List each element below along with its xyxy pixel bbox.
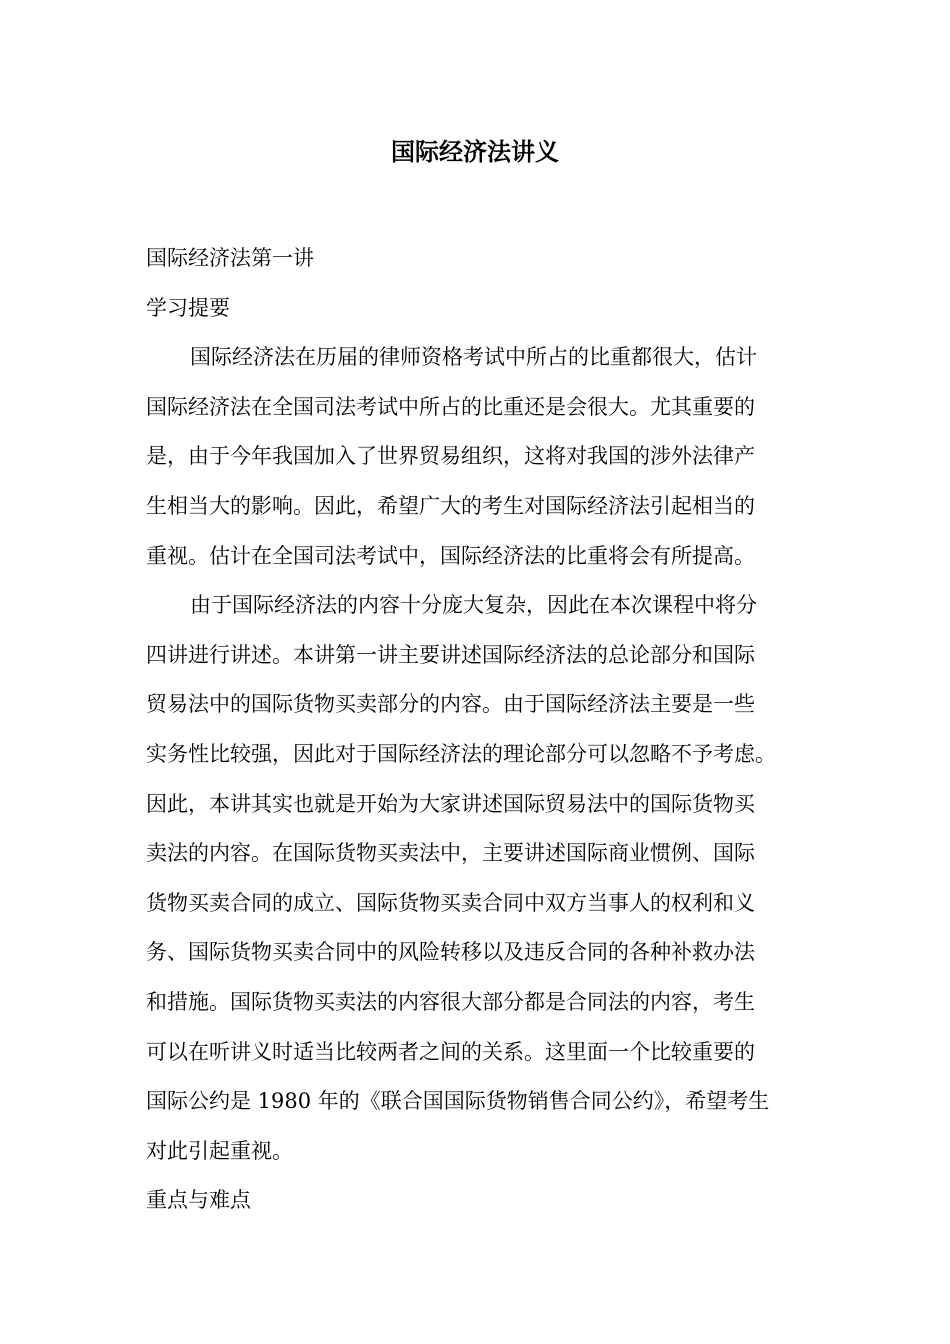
paragraph-line: 实务性比较强，因此对于国际经济法的理论部分可以忽略不予考虑。 bbox=[146, 741, 776, 766]
key-points-heading: 重点与难点 bbox=[146, 1188, 251, 1213]
paragraph-line: 和措施。国际货物买卖法的内容很大部分都是合同法的内容，考生 bbox=[146, 989, 755, 1014]
paragraph-line: 国际经济法在全国司法考试中所占的比重还是会很大。尤其重要的 bbox=[146, 394, 755, 419]
paragraph-line: 卖法的内容。在国际货物买卖法中，主要讲述国际商业惯例、国际 bbox=[146, 841, 755, 866]
paragraph-line: 货物买卖合同的成立、国际货物买卖合同中双方当事人的权利和义 bbox=[146, 890, 755, 915]
paragraph-line: 国际公约是 1980 年的《联合国国际货物销售合同公约》，希望考生 bbox=[146, 1089, 770, 1114]
paragraph-line: 可以在听讲义时适当比较两者之间的关系。这里面一个比较重要的 bbox=[146, 1039, 755, 1064]
paragraph-line: 贸易法中的国际货物买卖部分的内容。由于国际经济法主要是一些 bbox=[146, 692, 755, 717]
document-title: 国际经济法讲义 bbox=[391, 137, 559, 166]
paragraph-line: 是，由于今年我国加入了世界贸易组织，这将对我国的涉外法律产 bbox=[146, 444, 755, 469]
summary-heading: 学习提要 bbox=[146, 295, 230, 320]
paragraph-line: 国际经济法在历届的律师资格考试中所占的比重都很大，估计 bbox=[190, 345, 757, 370]
paragraph-line: 因此，本讲其实也就是开始为大家讲述国际贸易法中的国际货物买 bbox=[146, 791, 755, 816]
paragraph-intro bbox=[146, 333, 826, 581]
paragraph-line: 重视。估计在全国司法考试中，国际经济法的比重将会有所提高。 bbox=[146, 543, 755, 568]
paragraph-line: 由于国际经济法的内容十分庞大复杂，因此在本次课程中将分 bbox=[190, 593, 757, 618]
paragraph-line: 务、国际货物买卖合同中的风险转移以及违反合同的各种补救办法 bbox=[146, 940, 755, 965]
lecture-heading: 国际经济法第一讲 bbox=[146, 246, 314, 270]
document-body bbox=[146, 234, 826, 1226]
paragraph-course-outline bbox=[146, 581, 826, 1176]
paragraph-line: 生相当大的影响。因此，希望广大的考生对国际经济法引起相当的 bbox=[146, 493, 755, 518]
paragraph-line: 四讲进行讲述。本讲第一讲主要讲述国际经济法的总论部分和国际 bbox=[146, 642, 755, 667]
paragraph-line: 对此引起重视。 bbox=[146, 1138, 293, 1163]
